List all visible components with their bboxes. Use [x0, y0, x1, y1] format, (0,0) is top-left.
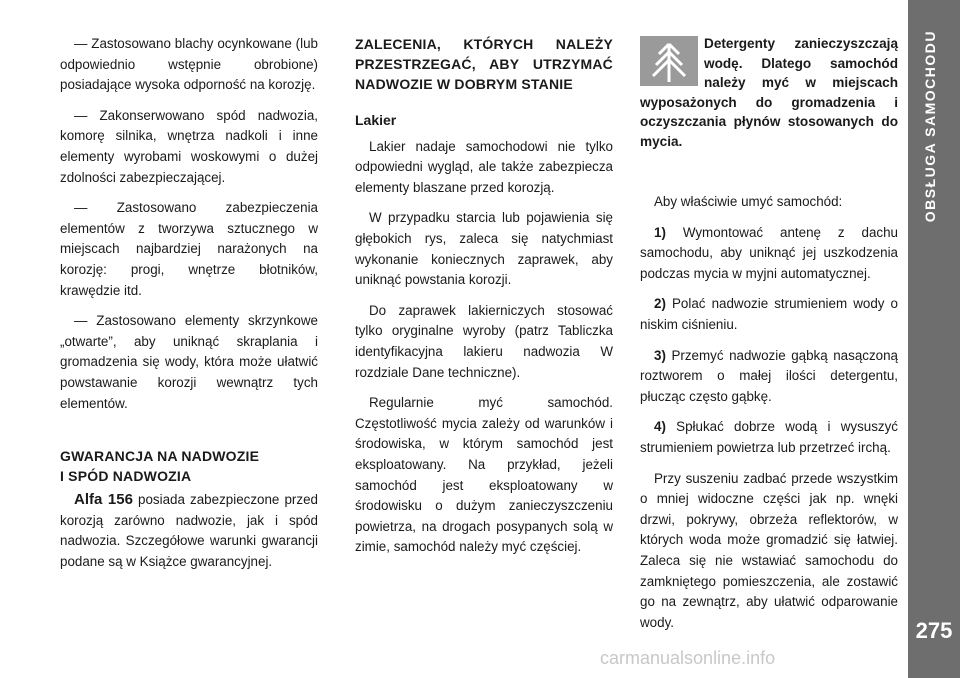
column-2	[355, 34, 613, 568]
paragraph: — Zastosowano elementy skrzynkowe „otwarte”, aby uniknąć skraplania i gromadzenia się wody, która może ułatwić powstawanie korozji wewnątrz tych elementów.	[60, 313, 318, 411]
paragraph: W przypadku starcia lub pojawienia się głębokich rys, zaleca się natychmiast wykonanie koniecznych zaprawek, aby uniknąć powstania korozji.	[355, 210, 613, 288]
paragraph: Regularnie myć samochód. Częstotliwość mycia zależy od warunków i środowiska, w którym samochód jest eksploatowany. Na przykład, jeżeli samochód jest eksploatowany w środowisku o dużym zanieczyszczeniu powietrza, na drogach posypanych solą w zimie, samochód należy myć częściej.	[355, 395, 613, 555]
warning-body: Detergenty zanieczyszczają wodę. Dlatego samochód należy myć w miejscach wyposażonych do gromadzenia i oczyszczania płynów stosowanych do mycia.	[640, 36, 898, 149]
step-text: Spłukać dobrze wodą i wysuszyć strumieniem powietrza lub przetrzeć irchą.	[640, 419, 898, 455]
wash-step-2	[640, 294, 898, 335]
paragraph: Do zaprawek lakierniczych stosować tylko oryginalne wyroby (patrz Tabliczka identyfikacyjna lakieru nadwozia W rozdziale Dane techniczne).	[355, 302, 613, 380]
model-name: Alfa 156	[74, 491, 133, 509]
watermark: carmanualsonline.info	[600, 648, 776, 668]
section-title: OBSŁUGA SAMOCHODU	[922, 30, 938, 223]
wash-intro: Aby właściwie umyć samochód:	[654, 194, 843, 209]
step-number: 1)	[654, 224, 666, 240]
paragraph: — Zastosowano blachy ocynkowane (lub odpowiednio wstępnie obrobione) posiadające wysoka odporność na korozję.	[60, 36, 318, 93]
wash-step-3	[640, 346, 898, 408]
step-text: Przemyć nadwozie gąbką nasączoną roztworem o małej ilości detergentu, płucząc często gąbkę.	[640, 347, 898, 404]
environment-warning	[640, 34, 898, 149]
step-number: 2)	[654, 296, 666, 312]
step-number: 4)	[654, 419, 666, 435]
column-3	[640, 34, 898, 643]
step-text: Wymontować antenę z dachu samochodu, aby uniknąć jej uszkodzenia podczas mycia w myjni automatycznej.	[640, 224, 898, 281]
column-1	[60, 34, 318, 582]
page-number: 275	[915, 618, 953, 643]
warranty-heading-line2: I SPÓD NADWOZIA	[60, 468, 192, 485]
warranty-paragraph	[60, 490, 318, 572]
warranty-heading-line1: GWARANCJA NA NADWOZIE	[60, 448, 260, 465]
paragraph: Lakier nadaje samochodowi nie tylko odpowiedni wygląd, ale także zabezpiecza elementy blaszane przed korozją.	[355, 138, 613, 195]
paint-subheading: Lakier	[355, 112, 397, 128]
warranty-text: posiada zabezpieczone przed korozją zarówno nadwozie, jak i spód nadwozia. Szczegółowe warunki gwarancji podane są w Książce gwarancyjnej.	[60, 492, 318, 569]
step-text: Polać nadwozie strumieniem wody o niskim ciśnieniu.	[640, 296, 898, 332]
recommendations-heading: ZALECENIA, KTÓRYCH NALEŻY PRZESTRZEGAĆ, ABY UTRZYMAĆ NADWOZIE W DOBRYM STANIE	[355, 36, 613, 92]
drying-paragraph: Przy suszeniu zadbać przede wszystkim o mniej widoczne części jak np. wnęki drzwi, pokrywy, obrzeża reflektorów, w których woda może gromadzić się łatwiej. Zaleca się nie wstawiać samochodu do zamkniętego pomieszczenia, ale zostawić go na zewnątrz, aby ułatwić odparowanie wody.	[640, 470, 898, 630]
warranty-heading	[60, 446, 318, 486]
sidebar	[908, 0, 960, 678]
paragraph: — Zakonserwowano spód nadwozia, komorę silnika, wnętrza nadkoli i inne elementy wyrobami woskowymi o dużej zdolności zabezpieczającej.	[60, 107, 318, 185]
wash-step-4	[640, 417, 898, 458]
paragraph: — Zastosowano zabezpieczenia elementów z tworzywa sztucznego w miejscach najbardziej narażonych na korozję: progi, wnętrze błotników, krawędzie itd.	[60, 200, 318, 298]
wash-step-1	[640, 223, 898, 285]
step-number: 3)	[654, 347, 666, 363]
tree-warning-icon	[640, 36, 698, 86]
